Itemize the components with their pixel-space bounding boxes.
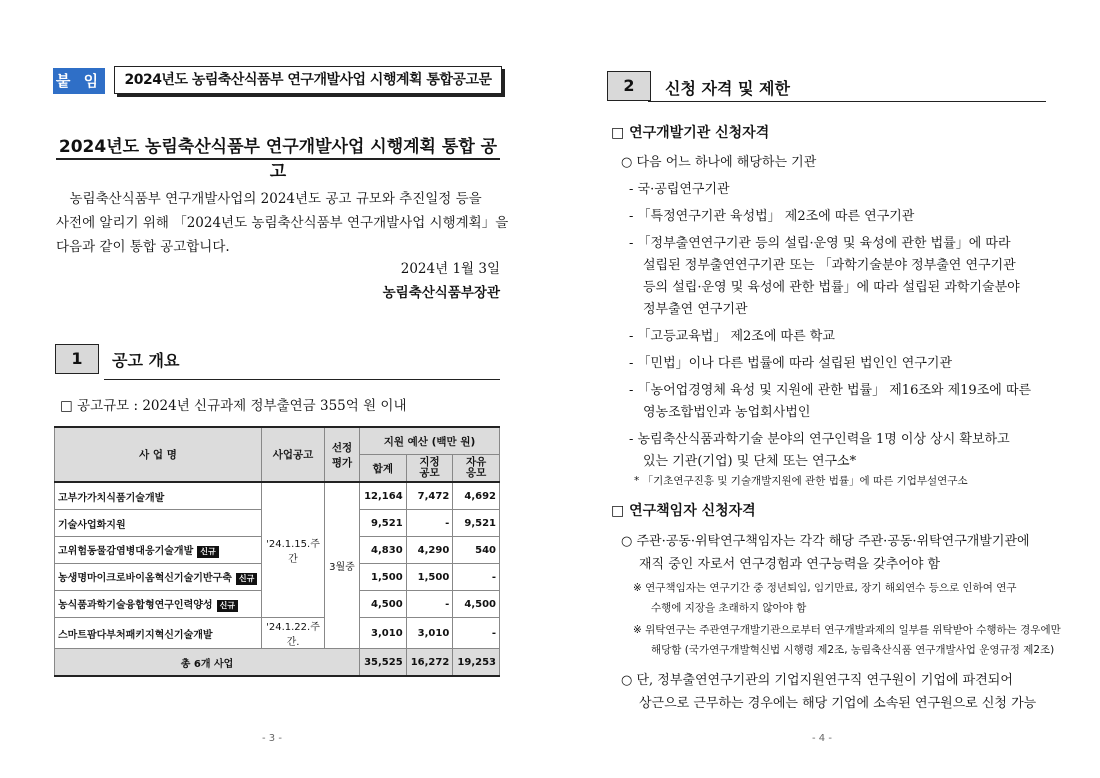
- intro-line: 다음과 같이 통합 공고합니다.: [56, 239, 230, 255]
- eligibility-line: ○ 다음 어느 하나에 해당하는 기관: [621, 155, 817, 170]
- budget-free: -: [453, 618, 500, 649]
- program-name: 고부가가치식품기술개발: [55, 482, 262, 510]
- budget-total: 4,830: [360, 537, 407, 564]
- program-name: 기술사업화지원: [55, 510, 262, 537]
- page-number: - 4 -: [812, 733, 832, 744]
- footnote: * 「기초연구진흥 및 기술개발지원에 관한 법률」에 따른 기업부설연구소: [634, 475, 968, 487]
- header-evaluation: 선정 평가: [325, 427, 360, 482]
- header-program-name: 사 업 명: [55, 427, 262, 482]
- budget-total: 3,010: [360, 618, 407, 649]
- program-name: 농생명마이크로바이옴혁신기술기반구축: [58, 573, 232, 584]
- attachment-badge: 붙 임: [53, 68, 105, 94]
- budget-free: 4,692: [453, 482, 500, 510]
- page-number: - 3 -: [262, 733, 282, 744]
- researcher-line: 상근으로 근무하는 경우에는 해당 기업에 소속된 연구원으로 신청 가능: [639, 696, 1037, 711]
- table-total-row: [55, 649, 500, 677]
- notice-date: '24.1.22.주간.: [262, 618, 325, 649]
- evaluation-period: 3월중: [325, 482, 360, 649]
- budget-designated: 3,010: [406, 618, 453, 649]
- header-designated: 지정 공모: [406, 455, 453, 483]
- eligibility-line: 등의 설립·운영 및 육성에 관한 법률」에 따라 설립된 과학기술분야: [643, 280, 1020, 295]
- eligibility-line: - 「특정연구기관 육성법」 제2조에 따른 연구기관: [629, 209, 915, 224]
- intro-line: 농림축산식품부 연구개발사업의 2024년도 공고 규모와 추진일정 등을: [56, 191, 482, 207]
- attachment-title: 2024년도 농림축산식품부 연구개발사업 시행계획 통합공고문: [114, 66, 502, 94]
- eligibility-line: 정부출연 연구기관: [643, 302, 748, 317]
- header-budget: 지원 예산 (백만 원): [360, 427, 500, 455]
- title-divider: [56, 158, 500, 160]
- section-number: 1: [55, 344, 99, 374]
- subsection-heading: □ 연구개발기관 신청자격: [611, 125, 770, 141]
- budget-total: 12,164: [360, 482, 407, 510]
- eligibility-line: - 「정부출연연구기관 등의 설립·운영 및 육성에 관한 법률」에 따라: [629, 236, 1011, 251]
- note-line: ※ 위탁연구는 주관연구개발기관으로부터 연구개발과제의 일부를 위탁받아 수행하는 경우에만: [633, 624, 1061, 636]
- eligibility-line: - 국·공립연구기관: [629, 182, 730, 197]
- program-name: 스마트팜다부처패키지혁신기술개발: [55, 618, 262, 649]
- intro-paragraph: [56, 187, 509, 259]
- researcher-line: 재직 중인 자로서 연구경험과 연구능력을 갖추어야 함: [639, 557, 941, 572]
- total-label: 총 6개 사업: [55, 649, 360, 677]
- budget-total: 1,500: [360, 564, 407, 591]
- note-line: 수행에 지장을 초래하지 않아야 함: [651, 602, 807, 614]
- new-badge: 신규: [236, 573, 257, 585]
- researcher-line: ○ 단, 정부출연연구기관의 기업지원연구직 연구원이 기업에 파견되어: [621, 673, 1013, 688]
- notice-date: '24.1.15.주간: [262, 482, 325, 618]
- budget-table: [54, 426, 500, 677]
- new-badge: 신규: [217, 600, 238, 612]
- header-total: 합계: [360, 455, 407, 483]
- eligibility-line: - 농림축산식품과학기술 분야의 연구인력을 1명 이상 상시 확보하고: [629, 432, 1010, 447]
- budget-total: 9,521: [360, 510, 407, 537]
- eligibility-line: 영농조합법인과 농업회사법인: [643, 405, 811, 420]
- budget-designated: -: [406, 591, 453, 618]
- section-title: 공고 개요: [112, 351, 180, 370]
- header-free: 자유 응모: [453, 455, 500, 483]
- section-number: 2: [607, 71, 651, 101]
- budget-total: 4,500: [360, 591, 407, 618]
- budget-free: -: [453, 564, 500, 591]
- table-row: [55, 482, 500, 510]
- budget-designated: 4,290: [406, 537, 453, 564]
- new-badge: 신규: [197, 546, 218, 558]
- eligibility-line: 설립된 정부출연연구기관 또는 「과학기술분야 정부출연 연구기관: [643, 258, 1016, 273]
- total-sum: 35,525: [360, 649, 407, 677]
- header-notice: 사업공고: [262, 427, 325, 482]
- document-title: 2024년도 농림축산식품부 연구개발사업 시행계획 통합 공고: [58, 137, 498, 182]
- announcement-scale: □ 공고규모 : 2024년 신규과제 정부출연금 355억 원 이내: [60, 398, 407, 414]
- subsection-heading: □ 연구책임자 신청자격: [611, 503, 756, 519]
- budget-designated: 7,472: [406, 482, 453, 510]
- researcher-line: ○ 주관·공동·위탁연구책임자는 각각 해당 주관·공동·위탁연구개발기관에: [621, 534, 1030, 549]
- budget-designated: 1,500: [406, 564, 453, 591]
- eligibility-line: 있는 기관(기업) 및 단체 또는 연구소*: [643, 454, 857, 469]
- eligibility-line: - 「농어업경영체 육성 및 지원에 관한 법률」 제16조와 제19조에 따른: [629, 383, 1032, 398]
- budget-designated: -: [406, 510, 453, 537]
- total-free: 19,253: [453, 649, 500, 677]
- table-row: [55, 618, 500, 649]
- announcement-date: 2024년 1월 3일: [400, 261, 500, 277]
- total-designated: 16,272: [406, 649, 453, 677]
- section-divider: [648, 101, 1046, 102]
- program-name: 농식품과학기술융합형연구인력양성: [58, 600, 213, 611]
- minister-signature: 농림축산식품부장관: [382, 285, 500, 301]
- eligibility-line: - 「고등교육법」 제2조에 따른 학교: [629, 329, 835, 344]
- intro-line: 사전에 알리기 위해 「2024년도 농림축산식품부 연구개발사업 시행계획」을: [56, 215, 509, 231]
- program-name: 고위험동물감염병대응기술개발: [58, 546, 194, 557]
- note-line: 해당함 (국가연구개발혁신법 시행령 제2조, 농림축산식품 연구개발사업 운영규정 제2조): [651, 644, 1055, 656]
- note-line: ※ 연구책임자는 연구기간 중 정년퇴임, 임기만료, 장기 해외연수 등으로 인하여 연구: [633, 582, 1017, 594]
- eligibility-line: - 「민법」이나 다른 법률에 따라 설립된 법인인 연구기관: [629, 356, 953, 371]
- budget-free: 9,521: [453, 510, 500, 537]
- budget-free: 4,500: [453, 591, 500, 618]
- budget-free: 540: [453, 537, 500, 564]
- section-divider: [104, 379, 500, 380]
- section-title: 신청 자격 및 제한: [665, 79, 790, 98]
